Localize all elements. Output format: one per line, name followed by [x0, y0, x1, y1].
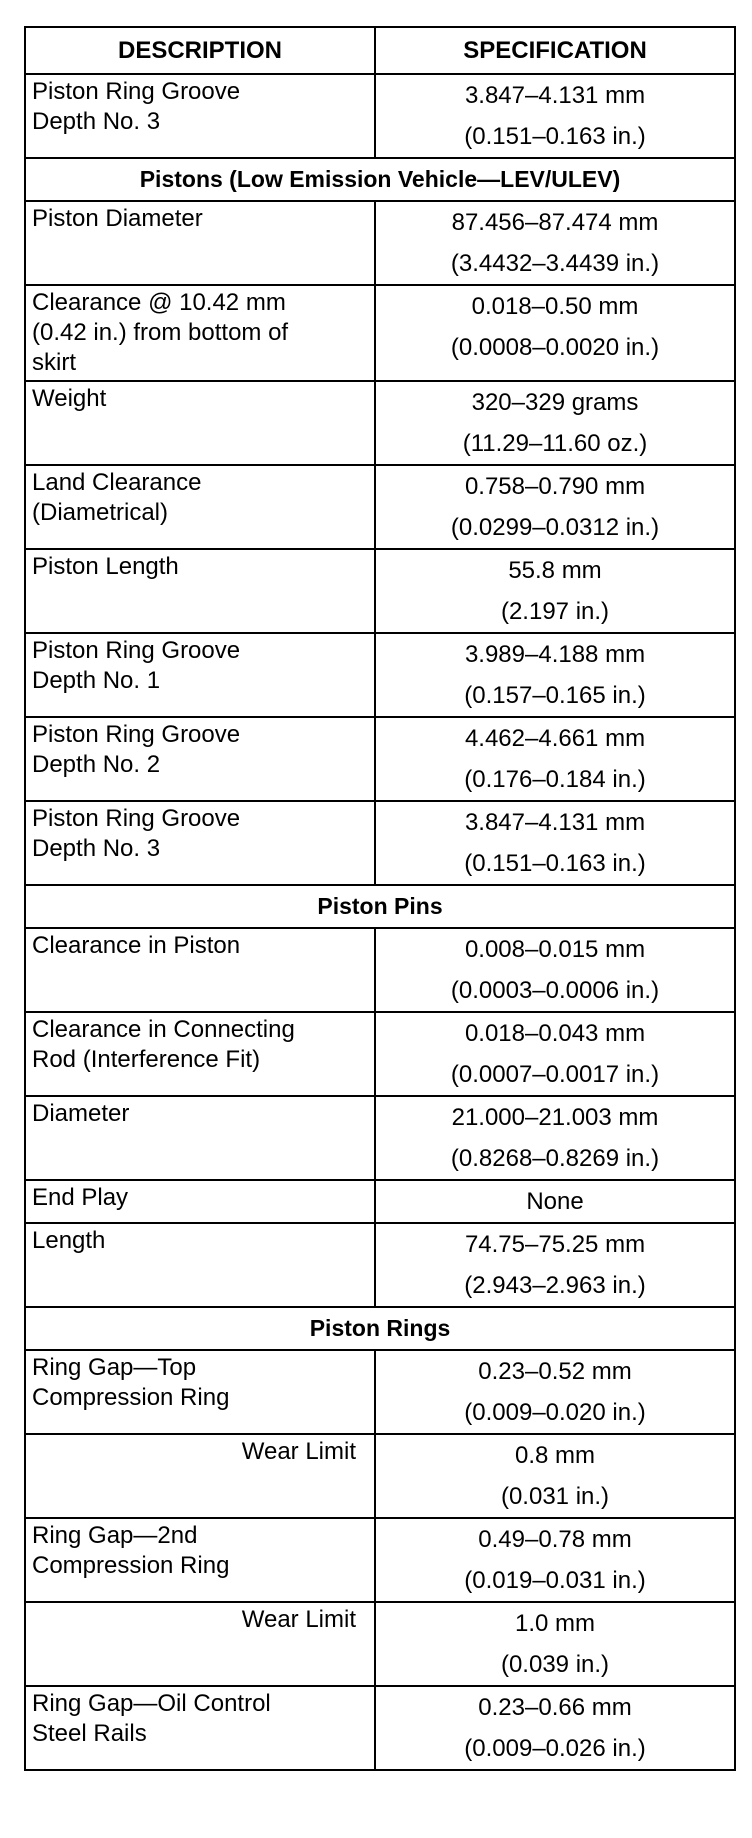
- specification-cell: [375, 285, 735, 381]
- specification-header: SPECIFICATION: [375, 27, 735, 74]
- table-row: [25, 465, 735, 549]
- spec-imperial-value: (11.29–11.60 oz.): [462, 430, 648, 457]
- table-row: [25, 201, 735, 285]
- spec-metric-value: 0.758–0.790 mm: [464, 473, 646, 500]
- description-cell: [25, 1012, 375, 1096]
- section-title: Pistons (Low Emission Vehicle—LEV/ULEV): [25, 158, 735, 201]
- description-cell: [25, 717, 375, 801]
- specification-cell: [375, 465, 735, 549]
- description-line: Depth No. 3: [32, 835, 161, 862]
- description-cell: [25, 928, 375, 1012]
- description-line: Compression Ring: [32, 1384, 230, 1411]
- spec-metric-value: 1.0 mm: [514, 1610, 595, 1637]
- spec-imperial-value: (0.0007–0.0017 in.): [450, 1061, 660, 1088]
- description-cell: [25, 801, 375, 885]
- description-line: skirt: [32, 349, 76, 376]
- specification-cell: [375, 801, 735, 885]
- description-cell: [25, 465, 375, 549]
- spec-imperial-value: (0.157–0.165 in.): [464, 682, 646, 709]
- description-line: End Play: [32, 1184, 129, 1211]
- description-cell: [25, 1096, 375, 1180]
- section-header-row: [25, 885, 735, 928]
- spec-metric-value: 320–329 grams: [471, 389, 639, 416]
- table-row: [25, 1096, 735, 1180]
- specification-cell: [375, 201, 735, 285]
- spec-imperial-value: (0.176–0.184 in.): [464, 766, 646, 793]
- specification-cell: [375, 549, 735, 633]
- section-header-row: [25, 158, 735, 201]
- table-row: [25, 549, 735, 633]
- description-line: Weight: [32, 385, 107, 412]
- table-row: [25, 633, 735, 717]
- description-cell: [25, 1686, 375, 1770]
- description-line: Ring Gap—Top: [32, 1354, 197, 1381]
- description-cell: [25, 633, 375, 717]
- specification-cell: [375, 633, 735, 717]
- description-line: Piston Length: [32, 553, 179, 580]
- spec-metric-value: 0.49–0.78 mm: [478, 1526, 632, 1553]
- spec-metric-value: 3.847–4.131 mm: [464, 809, 646, 836]
- spec-metric-value: 0.23–0.52 mm: [478, 1358, 632, 1385]
- description-cell: [25, 1223, 375, 1307]
- table-row: [25, 381, 735, 465]
- spec-imperial-value: (0.0008–0.0020 in.): [450, 334, 660, 361]
- table-row: [25, 74, 735, 158]
- description-line: Diameter: [32, 1100, 130, 1127]
- description-line: (Diametrical): [32, 499, 169, 526]
- description-cell: [25, 1602, 375, 1686]
- description-header: DESCRIPTION: [25, 27, 375, 74]
- spec-imperial-value: (0.8268–0.8269 in.): [450, 1145, 660, 1172]
- specification-cell: [375, 1434, 735, 1518]
- description-line: Depth No. 2: [32, 751, 161, 778]
- specification-cell: [375, 1096, 735, 1180]
- specification-cell: [375, 74, 735, 158]
- specification-cell: [375, 1350, 735, 1434]
- description-cell: [25, 1350, 375, 1434]
- table-row: [25, 801, 735, 885]
- description-line: Piston Ring Groove: [32, 805, 241, 832]
- spec-metric-value: 0.8 mm: [514, 1442, 595, 1469]
- table-row: [25, 1602, 735, 1686]
- spec-metric-value: 0.018–0.50 mm: [471, 293, 639, 320]
- spec-imperial-value: (2.197 in.): [500, 598, 610, 625]
- description-line: Rod (Interference Fit): [32, 1046, 261, 1073]
- description-line: Depth No. 1: [32, 667, 161, 694]
- spec-imperial-value: (0.151–0.163 in.): [464, 123, 646, 150]
- spec-metric-value: 21.000–21.003 mm: [451, 1104, 659, 1131]
- description-line: (0.42 in.) from bottom of: [32, 319, 289, 346]
- specification-cell: [375, 717, 735, 801]
- description-cell: [25, 1180, 375, 1223]
- description-cell: [25, 74, 375, 158]
- table-row: [25, 1518, 735, 1602]
- spec-table-body: [25, 74, 735, 1770]
- spec-metric-value: 0.008–0.015 mm: [464, 936, 646, 963]
- description-cell: [25, 285, 375, 381]
- description-cell: [25, 1518, 375, 1602]
- description-cell: [25, 381, 375, 465]
- spec-metric-value: 0.018–0.043 mm: [464, 1020, 646, 1047]
- spec-imperial-value: (0.0003–0.0006 in.): [450, 977, 660, 1004]
- spec-metric-value: 3.989–4.188 mm: [464, 641, 646, 668]
- description-line: Piston Ring Groove: [32, 637, 241, 664]
- specification-cell: [375, 381, 735, 465]
- spec-imperial-value: (0.151–0.163 in.): [464, 850, 646, 877]
- table-row: [25, 1223, 735, 1307]
- description-cell: [25, 201, 375, 285]
- table-row: [25, 1012, 735, 1096]
- spec-imperial-value: (0.009–0.026 in.): [464, 1735, 646, 1762]
- spec-imperial-value: (0.039 in.): [500, 1651, 610, 1678]
- spec-imperial-value: (0.009–0.020 in.): [464, 1399, 646, 1426]
- section-title: Piston Pins: [25, 885, 735, 928]
- spec-imperial-value: (0.019–0.031 in.): [464, 1567, 646, 1594]
- description-line: Ring Gap—2nd: [32, 1522, 198, 1549]
- description-line: Length: [32, 1227, 106, 1254]
- spec-metric-value: None: [526, 1188, 584, 1215]
- description-cell: [25, 1434, 375, 1518]
- description-line: Clearance in Piston: [32, 932, 241, 959]
- specification-cell: [375, 1686, 735, 1770]
- spec-metric-value: 87.456–87.474 mm: [451, 209, 659, 236]
- description-line: Piston Ring Groove: [32, 78, 241, 105]
- spec-imperial-value: (2.943–2.963 in.): [464, 1272, 646, 1299]
- specification-cell: [375, 928, 735, 1012]
- table-row: [25, 285, 735, 381]
- spec-metric-value: 4.462–4.661 mm: [464, 725, 646, 752]
- table-row: [25, 717, 735, 801]
- spec-imperial-value: (0.0299–0.0312 in.): [450, 514, 660, 541]
- table-row: [25, 1434, 735, 1518]
- table-row: [25, 1180, 735, 1223]
- description-line: Wear Limit: [241, 1606, 356, 1633]
- description-line: Clearance @ 10.42 mm: [32, 289, 286, 316]
- description-cell: [25, 549, 375, 633]
- spec-metric-value: 74.75–75.25 mm: [464, 1231, 646, 1258]
- description-line: Steel Rails: [32, 1720, 147, 1747]
- section-title: Piston Rings: [25, 1307, 735, 1350]
- specification-cell: [375, 1518, 735, 1602]
- specification-cell: [375, 1012, 735, 1096]
- spec-metric-value: 0.23–0.66 mm: [478, 1694, 632, 1721]
- spec-imperial-value: (0.031 in.): [500, 1483, 610, 1510]
- table-row: [25, 1686, 735, 1770]
- description-line: Piston Ring Groove: [32, 721, 241, 748]
- spec-metric-value: 3.847–4.131 mm: [464, 82, 646, 109]
- spec-imperial-value: (3.4432–3.4439 in.): [450, 250, 660, 277]
- description-line: Piston Diameter: [32, 205, 203, 232]
- description-line: Land Clearance: [32, 469, 202, 496]
- specification-cell: [375, 1602, 735, 1686]
- table-header-row: [25, 27, 735, 74]
- description-line: Compression Ring: [32, 1552, 230, 1579]
- section-header-row: [25, 1307, 735, 1350]
- table-row: [25, 928, 735, 1012]
- specification-cell: [375, 1180, 735, 1223]
- table-row: [25, 1350, 735, 1434]
- description-line: Ring Gap—Oil Control: [32, 1690, 271, 1717]
- description-line: Wear Limit: [241, 1438, 356, 1465]
- spec-metric-value: 55.8 mm: [508, 557, 602, 584]
- spec-table: [24, 26, 736, 1771]
- description-line: Clearance in Connecting: [32, 1016, 295, 1043]
- specification-cell: [375, 1223, 735, 1307]
- description-line: Depth No. 3: [32, 108, 161, 135]
